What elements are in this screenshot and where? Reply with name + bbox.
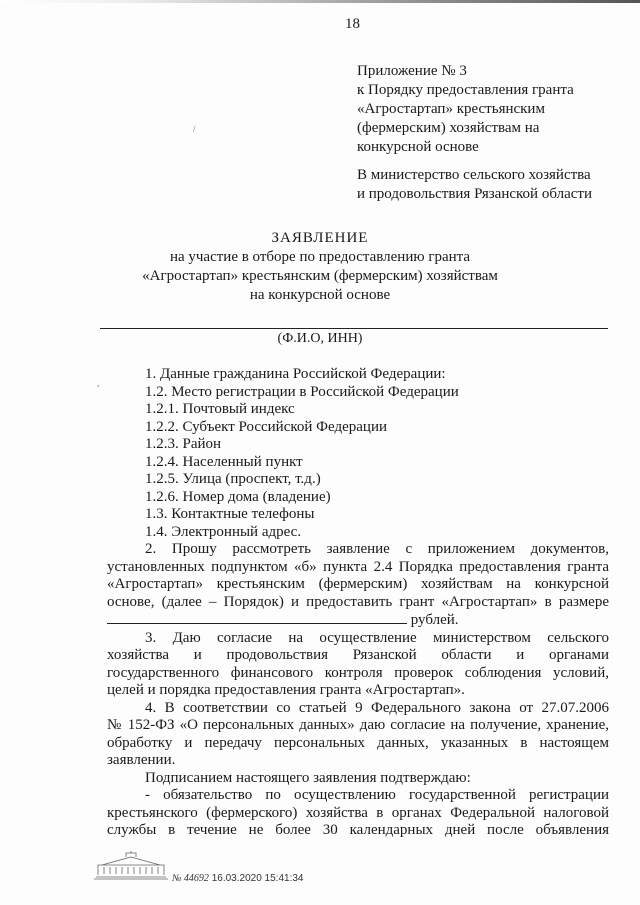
doc-number: № 44692 — [172, 873, 209, 884]
text-line: обработку и передачу персональных данных, указанных в настоящем — [107, 734, 609, 751]
title-heading: ЗАЯВЛЕНИЕ — [271, 230, 369, 246]
appendix-line: конкурсной основе — [357, 139, 479, 155]
text-line: государственного финансового контроля проверок соблюдения условий, — [107, 664, 609, 681]
list-item: 1.2.1. Почтовый индекс — [145, 401, 295, 417]
building-emblem-icon — [92, 851, 170, 886]
list-item: 1.2.5. Улица (проспект, т.д.) — [145, 471, 321, 487]
page-number: 18 — [345, 16, 360, 32]
document-body — [107, 366, 609, 840]
list-item: 1. Данные гражданина Российской Федерации: — [145, 366, 446, 382]
scan-edge — [0, 0, 640, 3]
title-line: «Агростартап» крестьянским (фермерским) хозяйствам — [142, 268, 498, 284]
addressee-block — [357, 166, 627, 204]
fio-line — [100, 328, 608, 329]
list-item: 1.2.3. Район — [145, 436, 222, 452]
text-line: крестьянского (фермерского) хозяйства в органах Федеральной налоговой — [107, 804, 609, 821]
text-line: целей и порядка предоставления гранта «Агростартап». — [107, 682, 465, 698]
text-line: 3. Даю согласие на осуществление министерством сельского — [145, 629, 609, 646]
text-line: основе, (далее – Порядок) и предоставить грант «Агростартап» в размере — [107, 593, 609, 610]
appendix-line: к Порядку предоставления гранта — [357, 82, 574, 98]
title-line: на участие в отборе по предоставлению гранта — [169, 249, 471, 265]
appendix-block — [357, 62, 627, 157]
list-item: 1.2.4. Населенный пункт — [145, 453, 303, 470]
amount-suffix: рублей. — [410, 612, 459, 628]
list-item: 1.3. Контактные телефоны — [145, 506, 315, 522]
addressee-line: В министерство сельского хозяйства — [357, 167, 591, 183]
list-item: 1.2. Место регистрации в Российской Федерации — [145, 383, 459, 400]
appendix-line: (фермерским) хозяйствам на — [357, 120, 540, 136]
appendix-line: «Агростартап» крестьянским — [357, 101, 545, 117]
text-line: 4. В соответствии со статьей 9 Федерального закона от 27.07.2006 — [145, 699, 609, 716]
scan-mark: , — [97, 378, 100, 388]
fio-caption: (Ф.И.О, ИНН) — [277, 331, 363, 346]
scan-mark: / — [193, 124, 196, 134]
list-item: 1.2.2. Субъект Российской Федерации — [145, 418, 388, 435]
text-line: заявлении. — [107, 752, 176, 768]
doc-timestamp: 16.03.2020 15:41:34 — [211, 873, 304, 884]
registration-stamp — [172, 873, 303, 884]
document-title — [0, 229, 640, 305]
amount-blank — [107, 611, 407, 624]
amount-line — [107, 611, 609, 630]
paragraph-2 — [107, 541, 609, 630]
text-line: хозяйства и продовольствия Рязанской области и органами — [107, 647, 609, 663]
text-line: - обязательство по осуществлению государственной регистрации — [145, 787, 609, 803]
text-line: Подписанием настоящего заявления подтверждаю: — [145, 769, 471, 786]
confirmation-section — [107, 770, 609, 840]
text-line: службы в течение не более 30 календарных дней после объявления — [107, 822, 609, 838]
text-line: установленных подпунктом «б» пункта 2.4 Порядка предоставления гранта — [107, 558, 609, 575]
list-item: 1.4. Электронный адрес. — [145, 523, 302, 540]
paragraph-4 — [107, 700, 609, 770]
list-item: 1.2.6. Номер дома (владение) — [145, 488, 331, 505]
appendix-line: Приложение № 3 — [357, 63, 467, 79]
paragraph-3 — [107, 630, 609, 700]
text-line: «Агростартап» крестьянским (фермерским) хозяйствам на конкурсной — [107, 576, 609, 592]
text-line: 2. Прошу рассмотреть заявление с приложением документов, — [145, 541, 609, 557]
addressee-line: и продовольствия Рязанской области — [357, 186, 592, 202]
title-line: на конкурсной основе — [249, 287, 391, 303]
text-line: № 152-ФЗ «О персональных данных» даю согласие на получение, хранение, — [107, 717, 609, 733]
